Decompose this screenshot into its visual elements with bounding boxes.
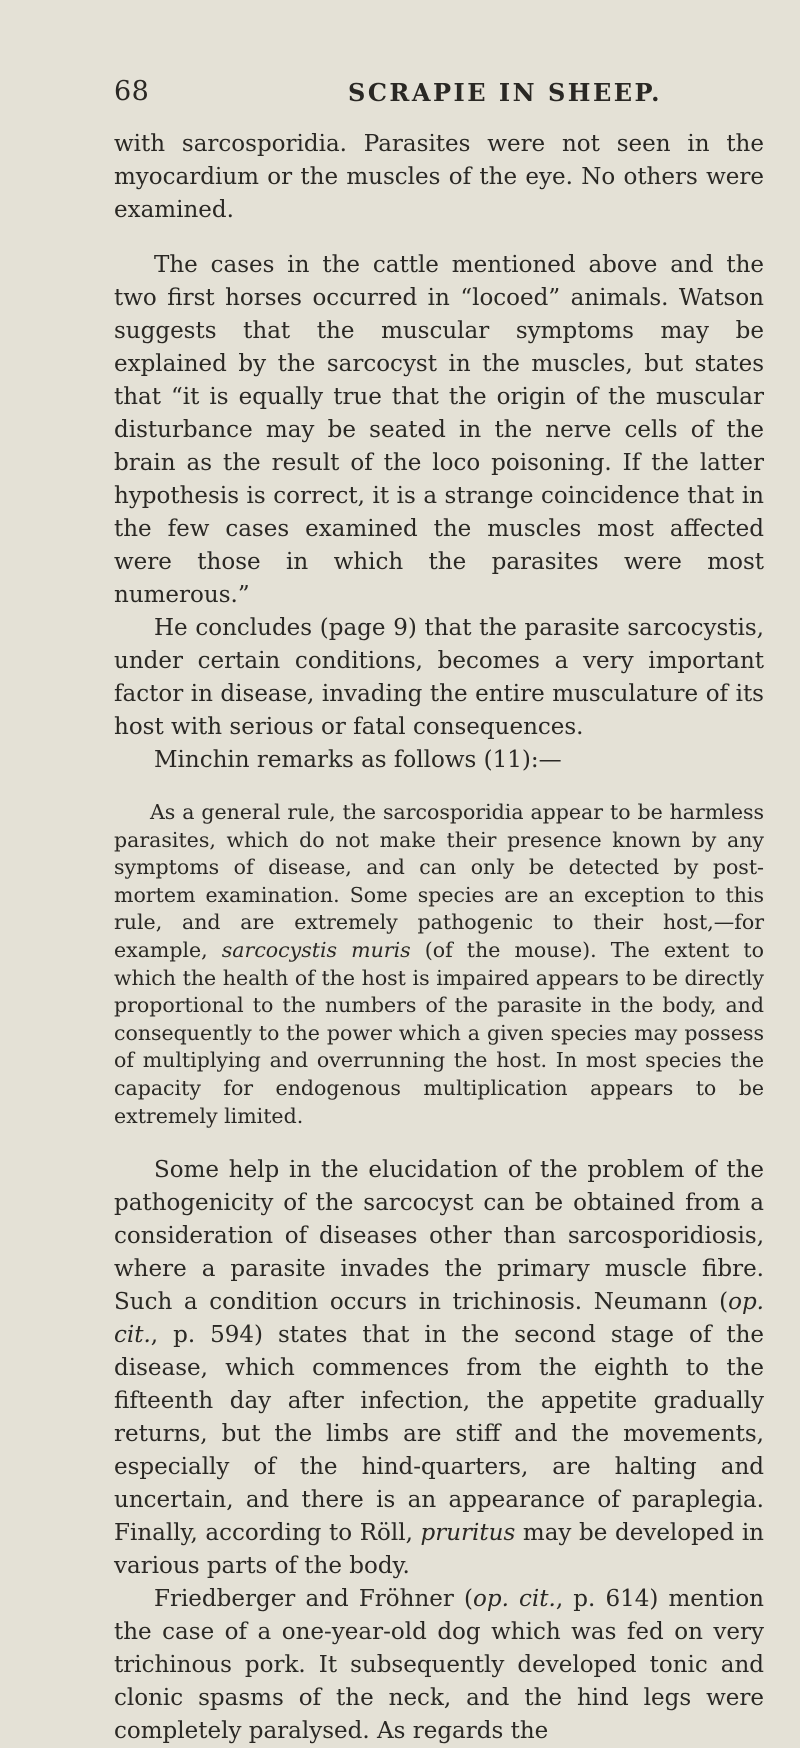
page-number: 68 [114,76,150,107]
p6-text-c: , p. 614) mention the case of a one-year-old dog which was fed on very trichinous pork. It subsequently developed tonic and clonic spasms of the neck, and the hind legs were completely paralysed. As regards the [114,1586,764,1745]
quote-text-c: (of the mouse). The extent to which the health of the host is impaired appears to be directly proportional to the numbers of the parasite in the body, and consequently to the power which a given species may possess of multiplying and overrunning the host. In most species the capacity for endogenous multiplication appears to be extremely limited. [114,937,765,1128]
running-title: SCRAPIE IN SHEEP. [348,78,662,107]
quote-italic-species: sarcocystis muris [221,937,411,962]
paragraph-minchin-intro: Minchin remarks as follows (11):— [154,747,562,773]
paragraph-watson-conclusion: He concludes (page 9) that the parasite sarcocystis, under certain conditions, becomes a very important factor in disease, invading the entire musculature of its host with serious or fatal consequences. [114,615,764,740]
p5-text-c: , p. 594) states that in the second stage of the disease, which commences from the eighth to the fifteenth day after infection, the appetite gradually returns, but the limbs are stiff and the movements, especially of the hind-quarters, are halting and uncertain, and there is an appearance of paraplegia. Finally, according to Röll, [114,1322,764,1547]
paragraph-continuation: with sarcosporidia. Parasites were not seen in the myocardium or the muscles of the eye. No others were examined. [114,131,764,223]
p5-text-a: Some help in the elucidation of the problem of the pathogenicity of the sarcocyst can be obtained from a consideration of diseases other than sarcosporidiosis, where a parasite invades the primary muscle fibre. Such a condition occurs in trichinosis. Neumann ( [114,1157,764,1316]
p6-italic-op-cit: op. cit. [473,1586,556,1613]
body-text [114,128,764,1748]
paragraph-trichinosis [114,1154,764,1583]
paragraph-friedberger [114,1583,764,1748]
p5-italic-op-cit: op. cit. [114,1289,764,1349]
block-quote-minchin [114,799,764,1130]
p5-text-e: may be developed in various parts of the body. [114,1520,764,1580]
quote-paragraph [114,799,764,1130]
p5-italic-pruritus: pruritus [420,1520,516,1547]
paragraph-locoed-animals: The cases in the cattle mentioned above and the two first horses occurred in “locoed” animals. Watson suggests that the muscular symptoms may be explained by the sarcocyst in the muscles, but states that “it is equally true that the origin of the muscular disturbance may be seated in the nerve cells of the brain as the result of the loco poisoning. If the latter hypothesis is correct, it is a strange coincidence that in the few cases examined the muscles most affected were those in which the parasites were most numerous.” [114,252,764,608]
p6-text-a: Friedberger and Fröhner ( [154,1586,473,1613]
page-header [114,76,764,106]
quote-text-a: As a general rule, the sarcosporidia appear to be harmless parasites, which do not make their presence known by any symptoms of disease, and can only be detected by post-mortem examination. Some species are an exception to this rule, and are extremely pathogenic to their host,—for example, [114,800,764,962]
